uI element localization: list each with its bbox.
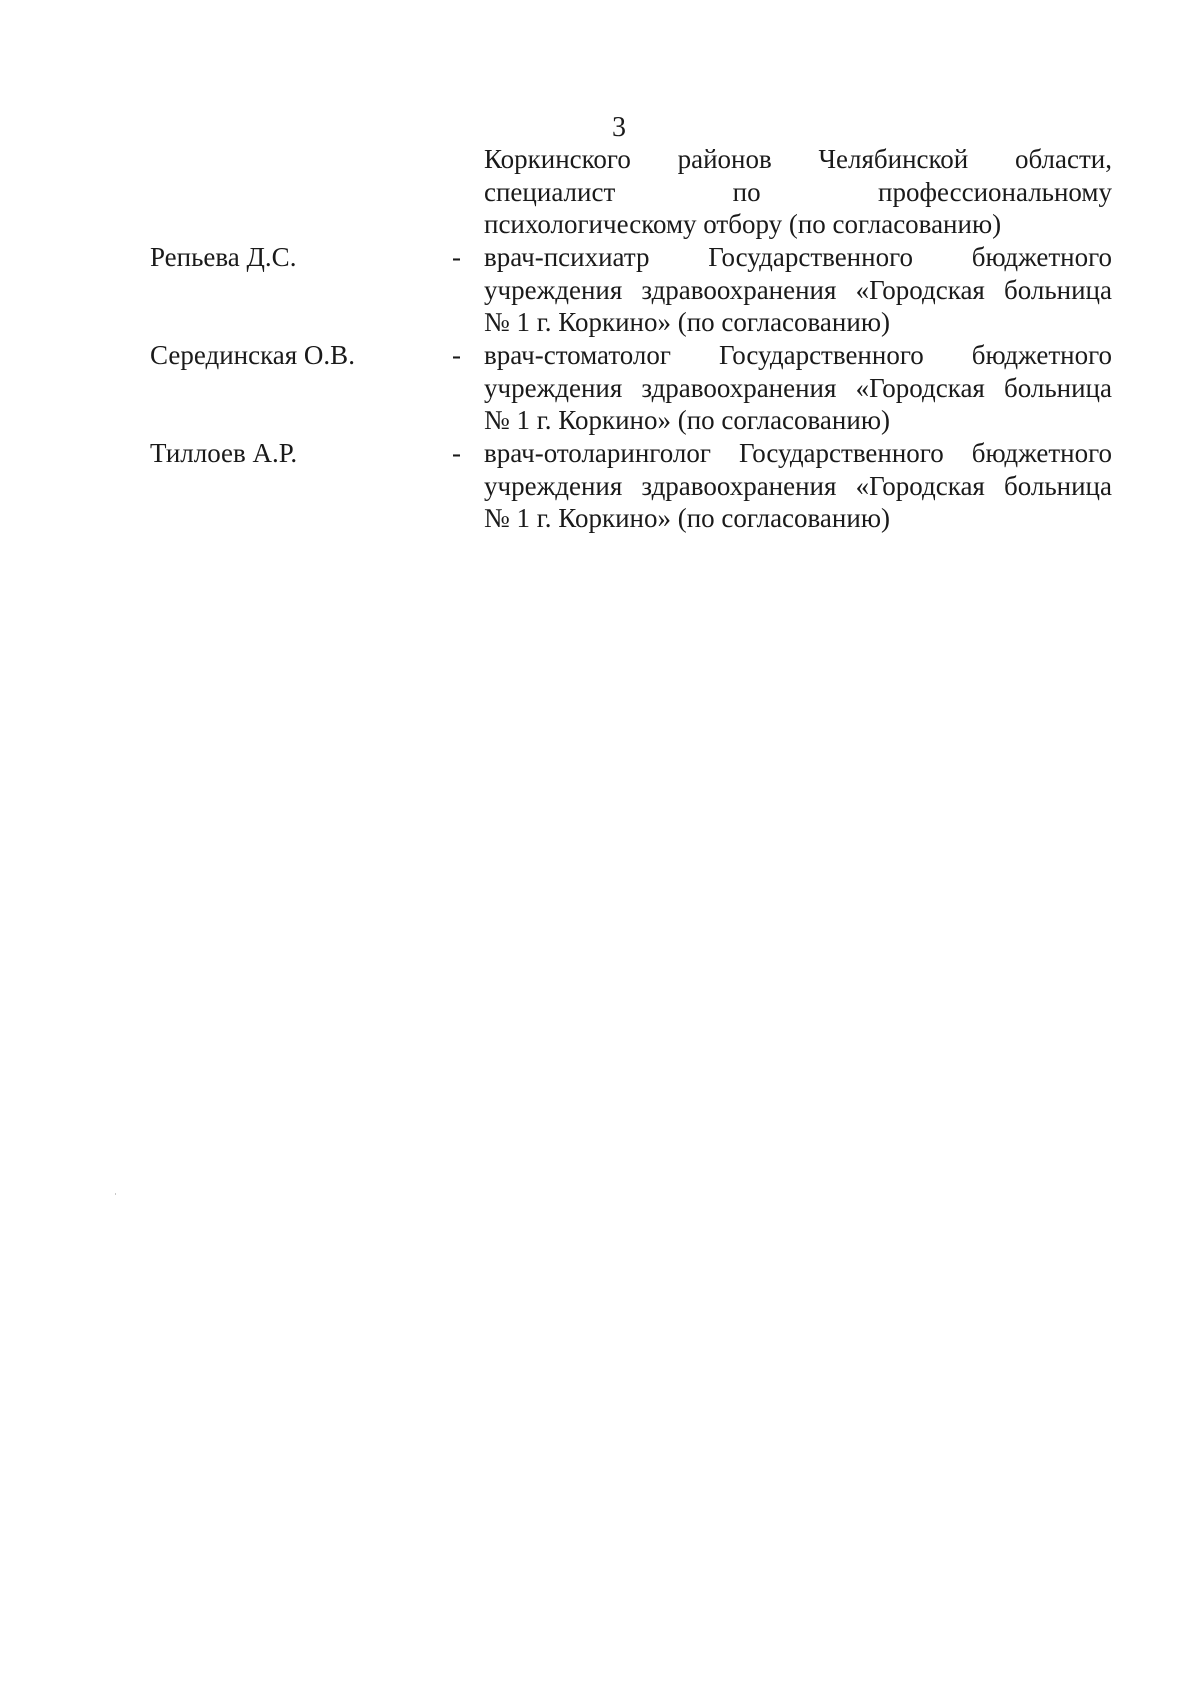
member-role-line: № 1 г. Коркино» (по согласованию) <box>484 503 890 533</box>
member-role-line: врач-психиатр Государственного бюджетного <box>484 242 1112 272</box>
member-role <box>484 437 1112 535</box>
member-name: Серединская О.В. <box>150 340 355 370</box>
commission-member-entry <box>0 437 1200 535</box>
member-role-line: учреждения здравоохранения «Городская больница <box>484 274 1112 305</box>
member-role <box>484 339 1112 437</box>
continuation-line: психологическому отбору (по согласованию) <box>484 209 1002 239</box>
continuation-line: специалист по профессиональному <box>484 176 1112 207</box>
member-role-line: врач-отоларинголог Государственного бюджетного <box>484 438 1112 468</box>
member-role-line: учреждения здравоохранения «Городская больница <box>484 372 1112 403</box>
member-role-line: № 1 г. Коркино» (по согласованию) <box>484 405 890 435</box>
member-dash: - <box>452 438 461 468</box>
member-name: Репьева Д.С. <box>150 242 297 272</box>
page-number: 3 <box>612 112 626 143</box>
member-name: Тиллоев А.Р. <box>150 438 298 468</box>
member-role-line: врач-стоматолог Государственного бюджетного <box>484 340 1112 370</box>
member-role-line: № 1 г. Коркино» (по согласованию) <box>484 307 890 337</box>
scan-artifact <box>115 1193 116 1195</box>
member-role <box>484 241 1112 339</box>
member-role-line: учреждения здравоохранения «Городская больница <box>484 470 1112 501</box>
member-dash: - <box>452 242 461 272</box>
commission-member-entry <box>0 339 1200 437</box>
commission-member-entry <box>0 241 1200 339</box>
member-dash: - <box>452 340 461 370</box>
continuation-line: Коркинского районов Челябинской области, <box>484 144 1112 174</box>
previous-member-role-continuation <box>484 143 1112 241</box>
